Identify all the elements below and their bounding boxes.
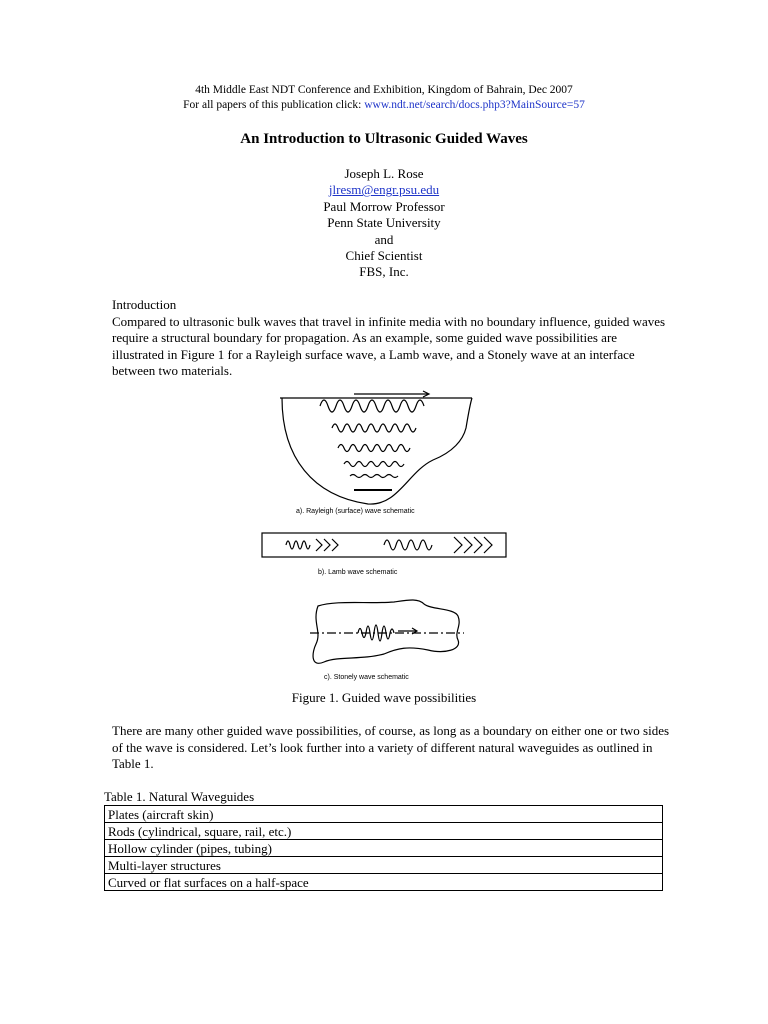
table-row (105, 857, 663, 874)
author-company: FBS, Inc. (359, 264, 409, 280)
figure-label-b: b). Lamb wave schematic (318, 569, 398, 576)
figure-label-a: a). Rayleigh (surface) wave schematic (296, 508, 415, 515)
table-row (105, 806, 663, 823)
table-cell: Hollow cylinder (pipes, tubing) (105, 840, 663, 857)
author-email-link[interactable]: jlresm@engr.psu.edu (328, 182, 440, 198)
figure-caption: Figure 1. Guided wave possibilities (291, 690, 477, 705)
table-cell: Curved or flat surfaces on a half-space (105, 874, 663, 891)
paper-title: An Introduction to Ultrasonic Guided Waves (240, 131, 528, 147)
body-paragraph-2: There are many other guided wave possibilities, of course, as long as a boundary on either one or two sides of the wave is considered. Let’s look further into a variety of different natural waveguides as outlined in Table 1. (112, 723, 670, 772)
table-cell: Multi-layer structures (105, 857, 663, 874)
author-position: Paul Morrow Professor (323, 198, 445, 214)
author-affiliation: Penn State University (327, 215, 441, 231)
author-position-2: Chief Scientist (345, 248, 423, 264)
table-row (105, 874, 663, 891)
table-row (105, 823, 663, 840)
rayleigh-schematic (280, 391, 472, 504)
intro-section (112, 297, 672, 380)
table-cell: Rods (cylindrical, square, rail, etc.) (105, 823, 663, 840)
publication-link-line (0, 98, 768, 113)
author-block (0, 166, 768, 281)
stonely-schematic (310, 600, 464, 663)
author-name: Joseph L. Rose (344, 166, 424, 181)
conference-line: 4th Middle East NDT Conference and Exhibition, Kingdom of Bahrain, Dec 2007 (195, 84, 573, 96)
publication-link-prefix: For all papers of this publication click: (183, 99, 365, 111)
intro-heading: Introduction (112, 297, 177, 312)
figure-label-c: c). Stonely wave schematic (324, 674, 409, 681)
table-title: Table 1. Natural Waveguides (104, 789, 255, 804)
publication-link[interactable]: www.ndt.net/search/docs.php3?MainSource=57 (364, 99, 585, 111)
guided-wave-figure (258, 388, 514, 688)
natural-waveguides-table (104, 805, 663, 891)
table-cell: Plates (aircraft skin) (105, 806, 663, 823)
author-conjunction: and (374, 231, 394, 247)
table-row (105, 840, 663, 857)
intro-paragraph: Compared to ultrasonic bulk waves that travel in infinite media with no boundary influence, guided waves require a structural boundary for propagation. As an example, some guided wave possibilities are illustrated in Figure 1 for a Rayleigh surface wave, a Lamb wave, and a Stonely wave at an interface between two materials. (112, 313, 666, 379)
lamb-schematic (262, 533, 506, 557)
